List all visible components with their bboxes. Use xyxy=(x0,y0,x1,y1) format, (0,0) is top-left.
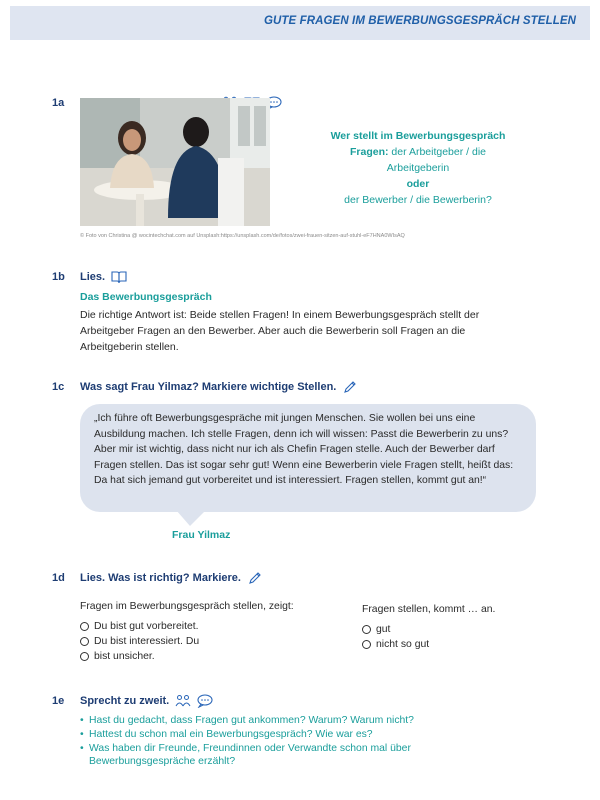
left-question-label: Fragen im Bewerbungsgespräch stellen, zeigt: xyxy=(80,601,294,612)
discussion-questions xyxy=(80,714,510,769)
radio-circle[interactable] xyxy=(80,652,89,661)
question-line-5: der Bewerber / die Bewerberin? xyxy=(344,194,492,206)
speech-bubble-icon xyxy=(197,694,213,708)
right-question-label: Fragen stellen, kommt … an. xyxy=(362,604,496,615)
task-number-1a: 1a xyxy=(52,97,65,109)
option-not-so-good-label: nicht so gut xyxy=(376,639,430,650)
interview-photo xyxy=(80,98,270,226)
task-1e-text: Sprecht zu zweit. xyxy=(80,695,170,707)
task-1c-text: Was sagt Frau Yilmaz? Markiere wichtige Stellen. xyxy=(80,381,337,393)
option-prepared[interactable] xyxy=(80,621,199,632)
question-block xyxy=(318,128,518,208)
radio-circle[interactable] xyxy=(80,622,89,631)
radio-circle[interactable] xyxy=(80,637,89,646)
option-good[interactable] xyxy=(362,624,390,635)
task-1d-instruction xyxy=(80,571,263,585)
option-good-label: gut xyxy=(376,624,391,635)
list-item: • Hattest du schon mal ein Bewerbungsgespräch? Wie war es? xyxy=(80,728,510,742)
task-1b-text: Lies. xyxy=(80,271,106,283)
task-1d-text: Lies. Was ist richtig? Markiere. xyxy=(80,572,241,584)
open-book-icon xyxy=(111,270,127,284)
page-header xyxy=(10,6,590,40)
photo-credit: © Foto von Christina @ wocintechchat.com auf Unsplash:https://unsplash.com/de/fotos/zwei-frauen-sitzen-auf-stuhl-eF7HNA0WIsAQ xyxy=(80,233,405,239)
option-unsure-label: bist unsicher. xyxy=(94,651,155,662)
list-item: • Hast du gedacht, dass Fragen gut ankommen? Warum? Warum nicht? xyxy=(80,714,510,728)
section-subheading: Das Bewerbungsgespräch xyxy=(80,291,212,303)
page-title: GUTE FRAGEN IM BEWERBUNGSGESPRÄCH STELLEN xyxy=(263,15,576,27)
option-prepared-label: Du bist gut vorbereitet. xyxy=(94,621,199,632)
section-paragraph: Die richtige Antwort ist: Beide stellen Fragen! In einem Bewerbungsgespräch stellt der Arbeitgeber Fragen an den Bewerber. Aber auch die Bewerberin soll Fragen an die Arbeitgeberin stellen. xyxy=(80,309,480,353)
option-interested[interactable] xyxy=(80,636,199,647)
task-1c-instruction xyxy=(80,380,358,394)
radio-circle[interactable] xyxy=(362,625,371,634)
task-number-1e: 1e xyxy=(52,695,65,707)
task-1b-instruction xyxy=(80,270,127,284)
task-1e-instruction xyxy=(80,694,213,708)
question-line-3: Arbeitgeberin xyxy=(386,162,450,174)
option-not-so-good[interactable] xyxy=(362,639,429,650)
task-number-1b: 1b xyxy=(52,271,65,283)
option-interested-label: Du bist interessiert. Du xyxy=(94,636,200,647)
quote-text: „Ich führe oft Bewerbungsgespräche mit jungen Menschen. Sie wollen bei uns eine Ausbildung machen. Ich stelle Fragen, denn ich will wissen: Passt die Bewerberin zu uns? Aber mir ist wichtig, dass nicht nur ich als Chefin Fragen stelle. Auch der Bewerber darf Fragen stellen. Das ist sogar sehr gut! Wenn eine Bewerberin viele Fragen stellt, heißt das: Da hat sich jemand gut vorbereitet und ist interessiert. Fragen stellen, kommt gut an!“ xyxy=(94,413,514,486)
pencil-icon xyxy=(342,380,358,394)
question-line-2-bold: Fragen: xyxy=(350,146,389,158)
question-line-2: der Arbeitgeber / die xyxy=(388,146,486,158)
question-line-4: oder xyxy=(406,178,430,190)
task-number-1c: 1c xyxy=(52,381,65,393)
task-number-1d: 1d xyxy=(52,572,65,584)
question-line-1: Wer stellt im Bewerbungsgespräch xyxy=(330,130,506,142)
option-unsure[interactable] xyxy=(80,651,155,662)
list-item: • Was haben dir Freunde, Freundinnen oder Verwandte schon mal über Bewerbungsgespräche erzählt? xyxy=(80,742,510,770)
pair-work-icon xyxy=(175,694,191,708)
radio-circle[interactable] xyxy=(362,640,371,649)
quote-speaker: Frau Yilmaz xyxy=(172,529,231,541)
pencil-icon xyxy=(247,571,263,585)
